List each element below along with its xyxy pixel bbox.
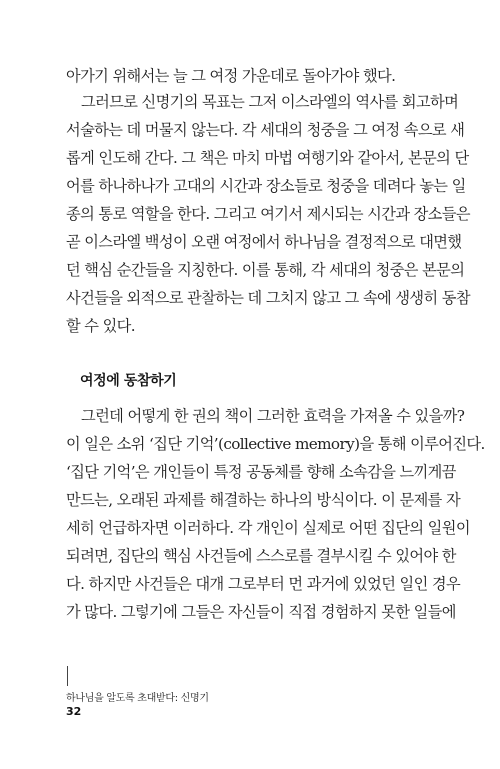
text-line: 할 수 있다. <box>66 317 135 335</box>
text-line: 아가기 위해서는 늘 그 여정 가운데로 돌아가야 했다. <box>66 67 396 85</box>
text-line: 세히 언급하자면 이러하다. 각 개인이 실제로 어떤 집단의 일원이 <box>66 519 470 537</box>
text-line: 그러므로 신명기의 목표는 그저 이스라엘의 역사를 회고하며 <box>81 93 459 111</box>
text-line: 롭게 인도해 간다. 그 책은 마치 마법 여행기와 같아서, 본문의 단 <box>66 149 469 167</box>
text-line: 종의 통로 역할을 한다. 그리고 여기서 제시되는 시간과 장소들은 <box>66 205 470 223</box>
text-line: 어를 하나하나가 고대의 시간과 장소들로 청중을 데려다 놓는 일 <box>66 177 466 195</box>
text-line: 이 일은 소위 ‘집단 기억’(collective memory)을 통해 이루어진다. <box>66 435 485 453</box>
text-line: 가 많다. 그렇기에 그들은 자신들이 직접 경험하지 못한 일들에 <box>66 603 456 621</box>
text-line: 다. 하지만 사건들은 대개 그로부터 먼 과거에 있었던 일인 경우 <box>66 575 461 593</box>
text-line: 던 핵심 순간들을 지칭한다. 이를 통해, 각 세대의 청중은 본문의 <box>66 261 465 279</box>
text-line: 그런데 어떻게 한 권의 책이 그러한 효력을 가져올 수 있을까? <box>81 407 465 425</box>
section-heading: 여정에 동참하기 <box>80 373 177 389</box>
page-number: 32 <box>66 705 82 718</box>
text-line: ‘집단 기억’은 개인들이 특정 공동체를 향해 소속감을 느끼게끔 <box>66 463 456 481</box>
text-line: 되려면, 집단의 핵심 사건들에 스스로를 결부시킬 수 있어야 한 <box>66 547 456 565</box>
text-line: 곧 이스라엘 백성이 오랜 여정에서 하나님을 결정적으로 대면했 <box>66 233 462 251</box>
running-footer-title: 하나님을 알도록 초대받다: 신명기 <box>66 693 209 704</box>
footer-divider <box>67 666 68 686</box>
text-line: 만드는, 오래된 과제를 해결하는 하나의 방식이다. 이 문제를 자 <box>66 491 461 509</box>
text-line: 사건들을 외적으로 관찰하는 데 그치지 않고 그 속에 생생히 동참 <box>66 289 470 307</box>
text-line: 서술하는 데 머물지 않는다. 각 세대의 청중을 그 여정 속으로 새 <box>66 121 465 139</box>
